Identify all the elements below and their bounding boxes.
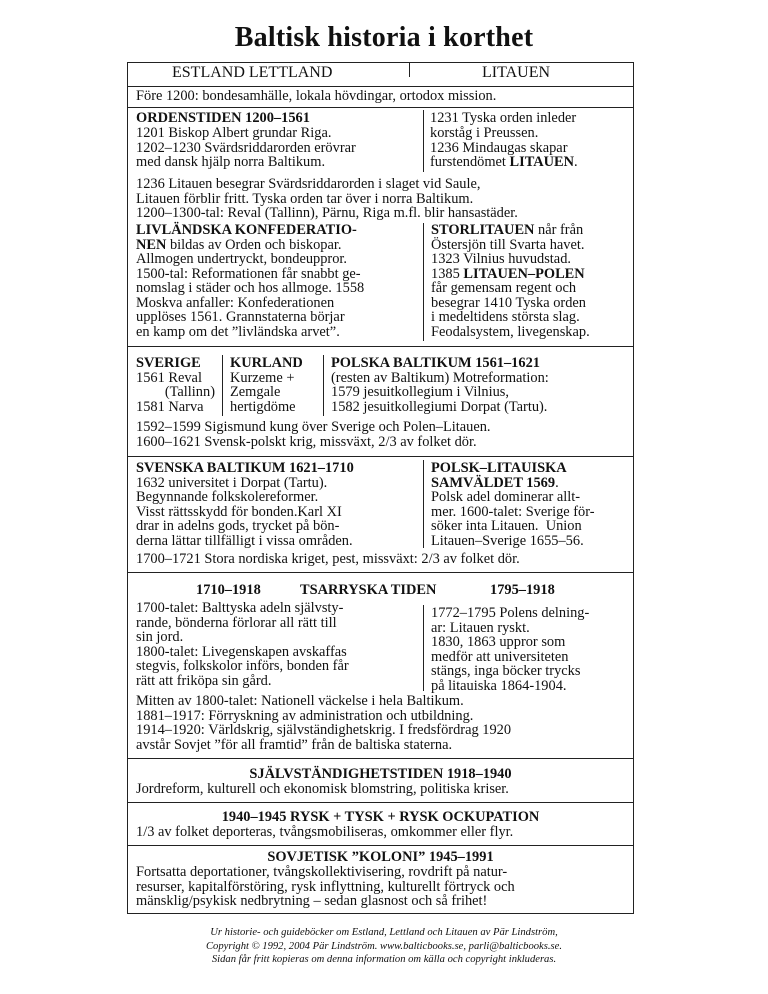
sovjet-line: Fortsatta deportationer, tvångskollektivisering, rovdrift på natur-: [136, 864, 508, 880]
column-divider: [423, 223, 424, 341]
svenska-line: drar in adelns gods, trycket på bön-: [136, 518, 340, 534]
ordenstiden-right-last: [430, 155, 578, 170]
svenska-line: derna lättar tillfälligt i vissa områden.: [136, 532, 353, 549]
kurland-line: hertigdöme: [230, 398, 296, 415]
divider: [128, 845, 633, 846]
tsar-left-line: 1800-talet: Livegenskapen avskaffas: [136, 643, 347, 660]
svenska-heading: SVENSKA BALTIKUM 1621–1710: [136, 460, 354, 476]
column-divider: [222, 355, 223, 416]
tsar-bottom-line: Mitten av 1800-talet: Nationell väckelse i hela Baltikum.: [136, 693, 464, 709]
storlitauen-line: besegrar 1410 Tyska orden: [431, 294, 586, 311]
text-fragment: LITAUEN–POLEN: [463, 265, 585, 282]
sovjet-heading: SOVJETISK ”KOLONI” 1945–1991: [267, 849, 494, 865]
kurland-line: Zemgale: [230, 384, 281, 400]
polska-line: (resten av Baltikum) Motreformation:: [331, 369, 549, 386]
divider: [128, 758, 633, 759]
livland-line: Moskva anfaller: Konfederationen: [136, 294, 335, 311]
storlitauen-heading: [431, 223, 583, 238]
tsar-right-years: 1795–1918: [490, 582, 555, 598]
sjalv-heading: SJÄLVSTÄNDIGHETSTIDEN 1918–1940: [249, 766, 512, 782]
ordenstiden-line: med dansk hjälp norra Baltikum.: [136, 154, 326, 170]
polsklit-line: Polsk adel dominerar allt-: [431, 489, 581, 505]
saule-line: Litauen förblir fritt. Tyska orden tar över i norra Baltikum.: [136, 190, 474, 207]
ordenstiden-heading: ORDENSTIDEN 1200–1561: [136, 110, 310, 126]
kurland-line: Kurzeme +: [230, 369, 295, 386]
krig-line: 1600–1621 Svensk-polskt krig, missväxt, 2/3 av folket dör.: [136, 433, 477, 450]
footer-line: Ur historie- och guideböcker om Estland, Lettland och Litauen av Pär Lindström,: [210, 927, 558, 938]
polska-line: 1579 jesuitkollegium i Vilnius,: [331, 384, 509, 400]
text-fragment: bildas av Orden och biskopar.: [166, 236, 342, 253]
polska-line: 1582 jesuitkollegiumi Dorpat (Tartu).: [331, 398, 548, 415]
storlitauen-1385: [431, 267, 585, 282]
sverige-line: 1561 Reval: [136, 369, 202, 386]
storlitauen-line: Östersjön till Svarta havet.: [431, 236, 585, 253]
column-divider: [423, 605, 424, 691]
sovjet-line: mänsklig/psykisk nedbrytning – sedan glasnost och så frihet!: [136, 893, 488, 909]
polsklit-line: mer. 1600-talet: Sverige för-: [431, 503, 595, 520]
storlitauen-line: i medeltidens största slag.: [431, 309, 580, 325]
ockupation-text: 1/3 av folket deporteras, tvångsmobiliseras, omkommer eller flyr.: [136, 824, 514, 840]
svenska-line: 1632 universitet i Dorpat (Tartu).: [136, 474, 328, 491]
text-fragment: .: [574, 154, 578, 170]
tsar-bottom-line: 1881–1917: Förryskning av administration och utbildning.: [136, 707, 474, 724]
tsar-right-line: 1830, 1863 uppror som: [431, 634, 566, 650]
livland-line: Allmogen undertryckt, bondeuppror.: [136, 251, 348, 267]
saule-line: 1200–1300-tal: Reval (Tallinn), Pärnu, Riga m.fl. blir hansastäder.: [136, 205, 518, 221]
ordenstiden-line: 1202–1230 Svärdsriddarorden erövrar: [136, 139, 356, 156]
saule-line: 1236 Litauen besegrar Svärdsriddarorden i slaget vid Saule,: [136, 176, 481, 192]
polska-heading: POLSKA BALTIKUM 1561–1621: [331, 355, 540, 371]
divider: [128, 456, 633, 457]
header-left: ESTLAND LETTLAND: [172, 64, 333, 81]
livland-line: upplöses 1561. Grannstaterna börjar: [136, 309, 345, 325]
tsar-left-line: 1700-talet: Balttyska adeln självsty-: [136, 600, 344, 616]
livland-line: 1500-tal: Reformationen får snabbt ge-: [136, 265, 361, 282]
ordenstiden-line: 1201 Biskop Albert grundar Riga.: [136, 125, 332, 141]
divider: [128, 107, 633, 108]
svenska-line: Begynnande folkskolereformer.: [136, 489, 319, 505]
polsklit-line: söker inta Litauen. Union: [431, 518, 582, 534]
tsar-right-line: stängs, inga böcker trycks: [431, 663, 581, 679]
text-fragment: furstendömet: [430, 154, 510, 170]
sverige-line: (Tallinn): [164, 384, 215, 400]
ordenstiden-right-line: 1236 Mindaugas skapar: [430, 139, 568, 156]
tsar-right-line: ar: Litauen ryskt.: [431, 619, 530, 636]
nordiska-line: 1700–1721 Stora nordiska kriget, pest, missväxt: 2/3 av folket dör.: [136, 551, 520, 567]
kurland-heading: KURLAND: [230, 355, 303, 371]
ordenstiden-right-line: korståg i Preussen.: [430, 125, 539, 141]
tsar-bottom-line: 1914–1920: Världskrig, självständighetskrig. I fredsfördrag 1920: [136, 722, 512, 738]
sovjet-line: resurser, kapitalförstöring, rysk inflyttning, kulturellt förtryck och: [136, 878, 515, 895]
pre1200-text: Före 1200: bondesamhälle, lokala hövdingar, ortodox mission.: [136, 88, 497, 104]
header-divider: [409, 63, 410, 77]
svenska-line: Visst rättsskydd för bonden.Karl XI: [136, 503, 342, 520]
livland-line: nomslag i städer och hos allmoge. 1558: [136, 280, 365, 296]
footer-line: Copyright © 1992, 2004 Pär Lindström. www.balticbooks.se, parli@balticbooks.se.: [205, 940, 562, 952]
storlitauen-line: 1323 Vilnius huvudstad.: [431, 251, 571, 267]
column-divider: [423, 460, 424, 548]
polsklit-heading-line2: [431, 476, 559, 491]
divider: [128, 802, 633, 803]
storlitauen-line: Feodalsystem, livegenskap.: [431, 323, 590, 340]
column-divider: [423, 110, 424, 172]
divider: [128, 572, 633, 573]
tsar-left-line: rätt att friköpa sin gård.: [136, 672, 272, 689]
sverige-heading: SVERIGE: [136, 355, 201, 371]
krig-line: 1592–1599 Sigismund kung över Sverige och Polen–Litauen.: [136, 419, 491, 435]
tsar-left-line: rande, bönderna förlorar all rätt till: [136, 614, 337, 631]
tsar-left-line: sin jord.: [136, 629, 184, 645]
sverige-line: 1581 Narva: [136, 398, 204, 415]
ordenstiden-right-line: 1231 Tyska orden inleder: [430, 110, 577, 126]
header-right: LITAUEN: [482, 64, 551, 81]
text-fragment: SAMVÄLDET 1569: [431, 474, 556, 491]
polsklit-heading: POLSK–LITAUISKA: [431, 460, 567, 476]
text-fragment: når från: [534, 222, 584, 238]
footer-line: Sidan får fritt kopieras om denna information om källa och copyright inkluderas.: [211, 954, 557, 966]
tsar-right-line: medför att universiteten: [431, 648, 569, 665]
tsar-heading: TSARRYSKA TIDEN: [300, 582, 437, 598]
text-fragment: 1385: [431, 265, 464, 282]
footer: [0, 926, 768, 967]
ockupation-heading: 1940–1945 RYSK + TYSK + RYSK OCKUPATION: [221, 809, 540, 825]
tsar-right-line: på litauiska 1864-1904.: [431, 677, 567, 694]
tsar-left-line: stegvis, folkskolor införs, bonden får: [136, 658, 349, 674]
text-fragment: STORLITAUEN: [431, 222, 535, 238]
divider: [128, 86, 633, 87]
livland-line: en kamp om det ”livländska arvet”.: [136, 323, 340, 340]
livland-heading: LIVLÄNDSKA KONFEDERATIO-: [136, 222, 357, 238]
polsklit-line: Litauen–Sverige 1655–56.: [431, 532, 584, 549]
text-fragment: NEN: [136, 236, 167, 253]
litauen-bold: LITAUEN: [509, 154, 575, 170]
tsar-bottom-line: avstår Sovjet ”för all framtid” från de baltiska staterna.: [136, 736, 453, 753]
storlitauen-line: får gemensam regent och: [431, 280, 577, 296]
sjalv-text: Jordreform, kulturell och ekonomisk blomstring, politiska kriser.: [136, 781, 509, 797]
tsar-left-years: 1710–1918: [196, 582, 261, 598]
tsar-right-line: 1772–1795 Polens delning-: [431, 605, 590, 621]
divider: [128, 346, 633, 347]
page-title: Baltisk historia i korthet: [234, 22, 534, 53]
column-divider: [323, 355, 324, 416]
livland-heading-line2: [136, 238, 341, 253]
text-fragment: .: [555, 474, 559, 491]
